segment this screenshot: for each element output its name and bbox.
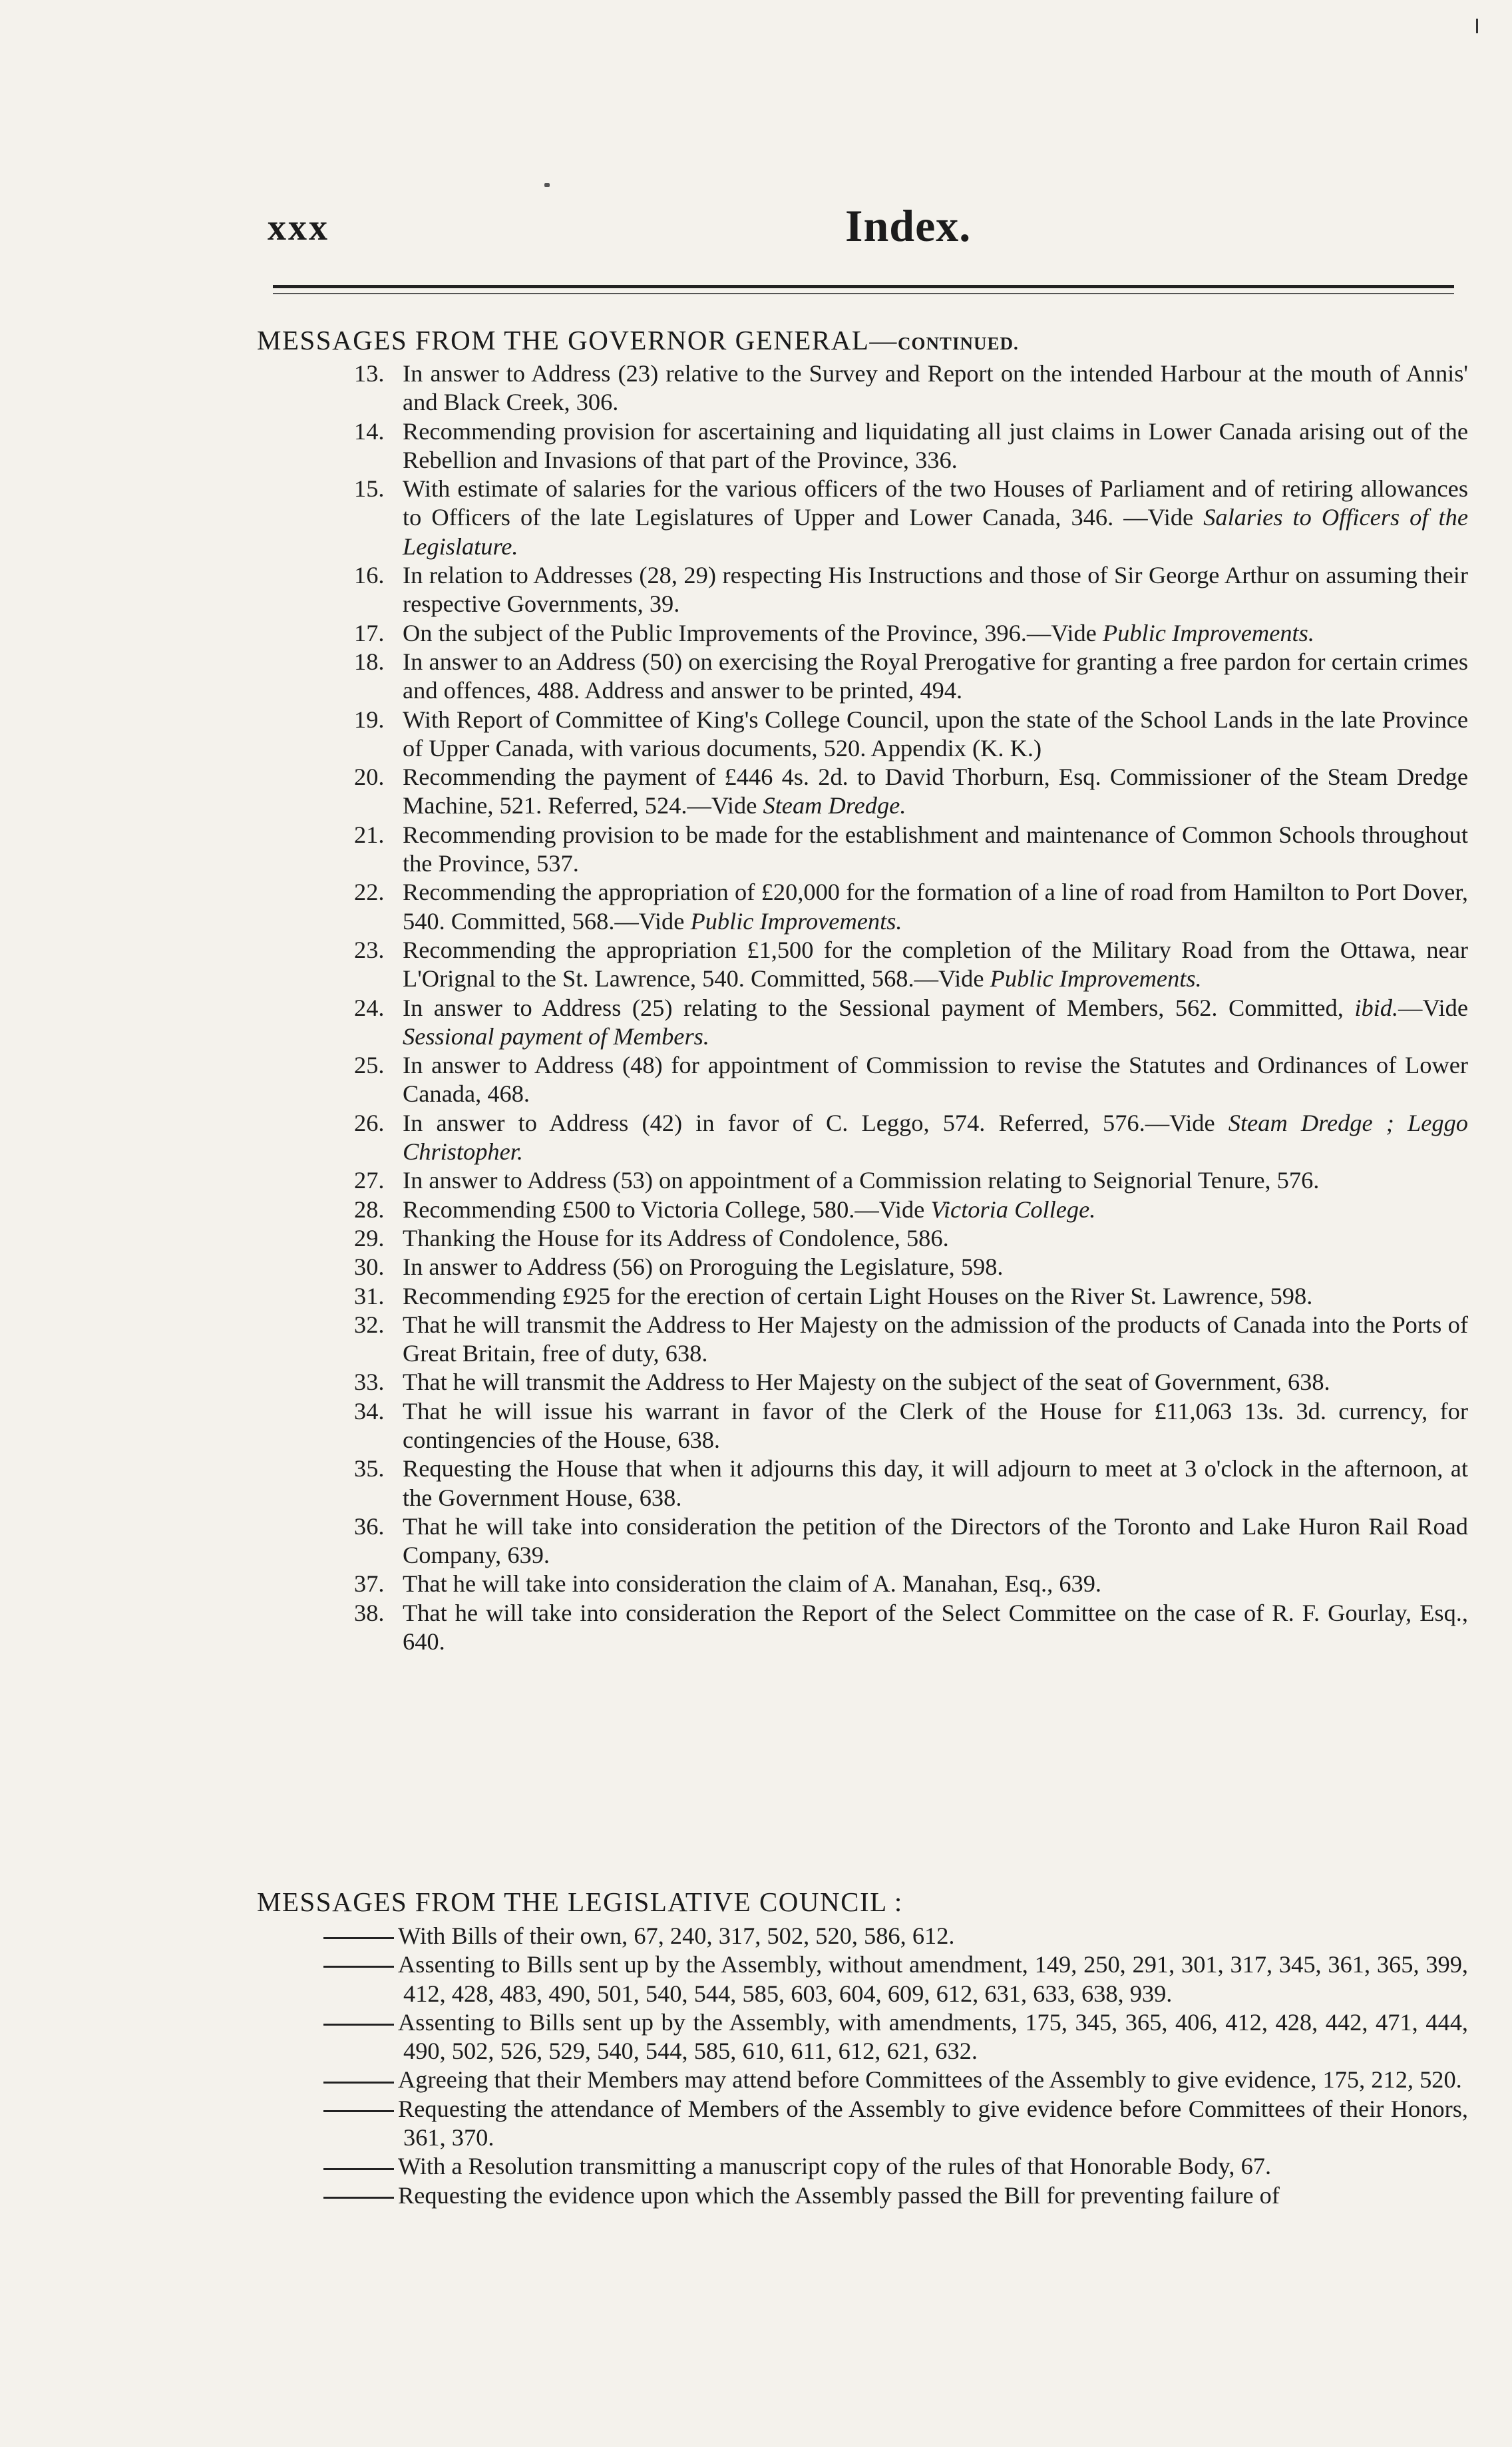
council-entry — [257, 1922, 1468, 1950]
entry-crossref: Salaries to Officers of the Legislature. — [403, 504, 1468, 560]
index-entry — [257, 1109, 1468, 1167]
page-header — [0, 200, 1512, 266]
index-entry — [257, 648, 1468, 706]
index-entry — [257, 1599, 1468, 1657]
entry-text: Recommending £500 to Victoria College, 580.—Vide — [403, 1196, 931, 1223]
entry-text: Agreeing that their Members may attend before Committees of the Assembly to give evidence, 175, 212, 520. — [398, 2066, 1462, 2094]
council-entry — [257, 2181, 1468, 2210]
entry-text: On the subject of the Public Improvements of the Province, 396.—Vide — [403, 619, 1103, 646]
index-entry — [257, 619, 1468, 648]
entry-number: 35. — [354, 1455, 385, 1482]
entry-text: In answer to an Address (50) on exercising the Royal Prerogative for granting a free pardon for certain crimes and offences, 488. Address and answer to be printed, 494. — [403, 648, 1468, 704]
entry-text: Assenting to Bills sent up by the Assembly, with amendments, 175, 345, 365, 406, 412, 428, 442, 471, 444, 490, 502, 526, 529, 540, 544, 585, 610, 611, 612, 621, 632. — [398, 2008, 1468, 2065]
index-entry — [257, 763, 1468, 821]
index-entry — [257, 1454, 1468, 1512]
entry-number: 18. — [354, 648, 385, 675]
entry-text: In answer to Address (23) relative to the Survey and Report on the intended Harbour at the mouth of Annis' and Black Creek, 306. — [403, 360, 1468, 416]
entry-text: That he will take into consideration the petition of the Directors of the Toronto and Lake Huron Rail Road Company, 639. — [403, 1512, 1468, 1569]
entry-text: Requesting the evidence upon which the Assembly passed the Bill for preventing failure of — [398, 2181, 1280, 2209]
message-list — [257, 359, 1468, 1656]
dash-rule — [323, 2197, 394, 2199]
entry-text: Requesting the attendance of Members of the Assembly to give evidence before Committees of their Honors, 361, 370. — [398, 2095, 1468, 2151]
entry-crossref: Sessional payment of Members. — [403, 1022, 709, 1050]
index-entry — [257, 878, 1468, 936]
index-entry — [257, 1397, 1468, 1455]
entry-number: 36. — [354, 1512, 385, 1540]
index-entry — [257, 1253, 1468, 1281]
running-head: Index. — [845, 200, 972, 251]
entry-number: 25. — [354, 1052, 385, 1079]
entry-text: That he will take into consideration the Report of the Select Committee on the case of R. F. Gourlay, Esq., 640. — [403, 1599, 1468, 1656]
entry-number: 31. — [354, 1282, 385, 1309]
entry-text: Recommending the payment of £446 4s. 2d. to David Thorburn, Esq. Commissioner of the Steam Dredge Machine, 521. Referred, 524.—Vide — [403, 764, 1468, 819]
entry-text: Recommending £925 for the erection of certain Light Houses on the River St. Lawrence, 598. — [403, 1282, 1313, 1309]
entry-crossref: Steam Dredge. — [763, 792, 906, 819]
section-title: MESSAGES FROM THE LEGISLATIVE COUNCIL : — [257, 1887, 903, 1917]
index-entry — [257, 417, 1468, 475]
dash-rule — [323, 1966, 394, 1968]
entry-number: 19. — [354, 706, 385, 733]
entry-number: 14. — [354, 417, 385, 445]
index-entry — [257, 936, 1468, 994]
dash-rule — [323, 1937, 394, 1939]
header-rule-thin — [273, 293, 1454, 294]
entry-text: Requesting the House that when it adjourns this day, it will adjourn to meet at 3 o'clock in the afternoon, at the Government House, 638. — [403, 1455, 1468, 1511]
index-entry — [257, 1282, 1468, 1311]
entry-text: Recommending the appropriation of £20,000 for the formation of a line of road from Hamilton to Port Dover, 540. Committed, 568.—Vide — [403, 879, 1468, 935]
entry-number: 20. — [354, 764, 385, 791]
entry-number: 21. — [354, 821, 385, 848]
entry-number: 34. — [354, 1397, 385, 1425]
index-entry — [257, 994, 1468, 1052]
entry-number: 29. — [354, 1224, 385, 1251]
entry-number: 17. — [354, 619, 385, 646]
index-entry — [257, 1311, 1468, 1369]
entry-number: 30. — [354, 1253, 385, 1281]
entry-text: That he will transmit the Address to Her Majesty on the admission of the products of Canada into the Ports of Great Britain, free of duty, 638. — [403, 1311, 1468, 1367]
council-message-list — [257, 1922, 1468, 2210]
entry-text: —Vide — [1398, 994, 1468, 1021]
entry-text: That he will issue his warrant in favor of the Clerk of the House for £11,063 13s. 3d. currency, for contingencies of the House, 638. — [403, 1397, 1468, 1453]
section-title — [257, 324, 1468, 359]
dash-rule — [323, 2110, 394, 2112]
council-entry — [257, 1950, 1468, 2008]
council-entry — [257, 2008, 1468, 2066]
entry-text: Recommending provision for ascertaining and liquidating all just claims in Lower Canada arising out of the Rebellion and Invasions of that part of the Province, 336. — [403, 417, 1468, 473]
ink-dot — [544, 183, 550, 187]
entry-number: 23. — [354, 936, 385, 963]
dash-rule — [323, 2024, 394, 2026]
index-entry — [257, 1051, 1468, 1109]
margin-mark — [1476, 19, 1478, 33]
council-entry — [257, 2066, 1468, 2094]
entry-number: 15. — [354, 475, 385, 503]
entry-text: With estimate of salaries for the various officers of the two Houses of Parliament and of retiring allowances to Officers of the late Legislatures of Upper and Lower Canada, 346. —Vide — [403, 475, 1468, 531]
index-entry — [257, 1368, 1468, 1397]
index-entry — [257, 1166, 1468, 1195]
entry-text: Recommending provision to be made for the establishment and maintenance of Common Schools throughout the Province, 537. — [403, 821, 1468, 877]
entry-text: In answer to Address (56) on Proroguing the Legislature, 598. — [403, 1253, 1004, 1281]
entry-text: In answer to Address (53) on appointment of a Commission relating to Seignorial Tenure, 576. — [403, 1167, 1320, 1194]
entry-text: Recommending the appropriation £1,500 for the completion of the Military Road from the Ottawa, near L'Orignal to the St. Lawrence, 540. Committed, 568.—Vide — [403, 936, 1468, 993]
entry-number: 38. — [354, 1599, 385, 1626]
entry-text: With Bills of their own, 67, 240, 317, 502, 520, 586, 612. — [398, 1922, 955, 1949]
entry-number: 24. — [354, 994, 385, 1021]
page-number: xxx — [268, 207, 329, 248]
entry-text: In answer to Address (25) relating to the Sessional payment of Members, 562. Committed, — [403, 994, 1355, 1021]
entry-crossref: ibid. — [1354, 994, 1399, 1021]
entry-text: With a Resolution transmitting a manuscript copy of the rules of that Honorable Body, 67. — [398, 2153, 1272, 2180]
dash-rule — [323, 2168, 394, 2170]
entry-number: 37. — [354, 1570, 385, 1598]
index-entry — [257, 706, 1468, 764]
entry-text: In answer to Address (48) for appointment of Commission to revise the Statutes and Ordinances of Lower Canada, 468. — [403, 1052, 1468, 1108]
index-entry — [257, 1224, 1468, 1253]
entry-number: 22. — [354, 879, 385, 906]
index-entry — [257, 359, 1468, 417]
entry-text: In answer to Address (42) in favor of C. Leggo, 574. Referred, 576.—Vide — [403, 1109, 1228, 1136]
entry-number: 28. — [354, 1196, 385, 1223]
dash-rule — [323, 2082, 394, 2084]
entry-crossref: Victoria College. — [930, 1196, 1096, 1223]
entry-number: 26. — [354, 1109, 385, 1136]
entry-text: Assenting to Bills sent up by the Assembly, without amendment, 149, 250, 291, 301, 317, 345, 361, 365, 399, 412, 428, 483, 490, 501, 540, 544, 585, 603, 604, 609, 612, 631, 633, 638, 939. — [398, 1951, 1468, 2007]
entry-crossref: Public Improvements. — [690, 907, 902, 935]
section-title-text: MESSAGES FROM THE GOVERNOR GENERAL— — [257, 325, 898, 355]
entry-number: 16. — [354, 562, 385, 589]
council-entry — [257, 2152, 1468, 2181]
continued-label: CONTINUED. — [897, 334, 1019, 353]
index-entry — [257, 821, 1468, 879]
council-entry — [257, 2095, 1468, 2153]
entry-crossref: Public Improvements. — [990, 965, 1202, 993]
entry-text: With Report of Committee of King's College Council, upon the state of the School Lands in the late Province of Upper Canada, with various documents, 520. Appendix (K. K.) — [403, 706, 1468, 762]
entry-number: 27. — [354, 1167, 385, 1194]
section-governor-messages — [257, 324, 1468, 1656]
entry-number: 13. — [354, 360, 385, 387]
entry-text: In relation to Addresses (28, 29) respecting His Instructions and those of Sir George Arthur on assuming their respective Governments, 39. — [403, 562, 1468, 618]
entry-number: 32. — [354, 1311, 385, 1338]
index-entry — [257, 1570, 1468, 1598]
entry-text: Thanking the House for its Address of Condolence, 586. — [403, 1224, 949, 1251]
entry-number: 33. — [354, 1369, 385, 1396]
index-entry — [257, 561, 1468, 619]
index-entry — [257, 1512, 1468, 1570]
index-entry — [257, 475, 1468, 561]
entry-crossref: Public Improvements. — [1102, 619, 1314, 646]
section-council-messages — [257, 1886, 1468, 2210]
header-rule — [273, 285, 1454, 288]
entry-text: That he will take into consideration the claim of A. Manahan, Esq., 639. — [403, 1570, 1102, 1598]
index-entry — [257, 1196, 1468, 1224]
entry-crossref: Steam Dredge ; Leggo Christopher. — [403, 1109, 1469, 1166]
entry-text: That he will transmit the Address to Her Majesty on the subject of the seat of Government, 638. — [403, 1369, 1330, 1396]
